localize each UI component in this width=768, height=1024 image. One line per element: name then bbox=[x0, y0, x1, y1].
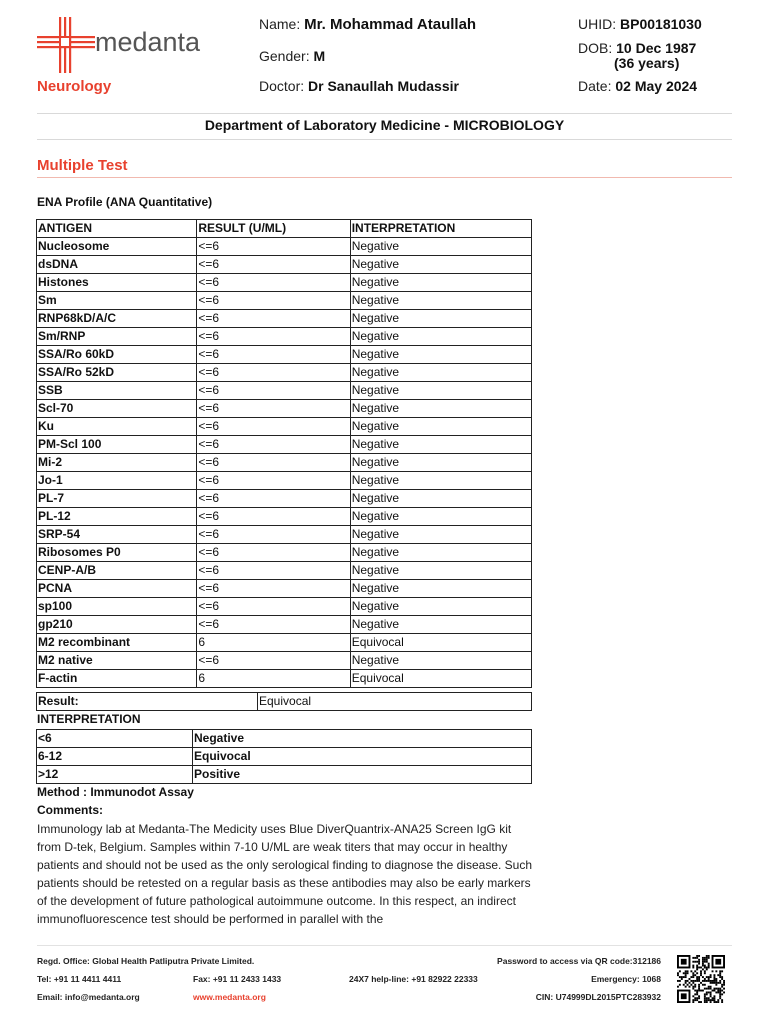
result-cell: <=6 bbox=[197, 292, 350, 310]
patient-uhid: UHID: BP00181030 bbox=[578, 16, 702, 32]
results-table bbox=[36, 219, 532, 688]
antigen-cell: PL-12 bbox=[37, 508, 197, 526]
antigen-cell: Mi-2 bbox=[37, 454, 197, 472]
report-title: Department of Laboratory Medicine - MICROBIOLOGY bbox=[204, 117, 565, 133]
interpretation-cell: Negative bbox=[350, 616, 531, 634]
medanta-logo bbox=[37, 17, 222, 73]
patient-doctor: Doctor: Dr Sanaullah Mudassir bbox=[259, 78, 459, 94]
table-row bbox=[37, 634, 532, 652]
interpretation-cell: Negative bbox=[350, 274, 531, 292]
department-name: Neurology bbox=[37, 78, 112, 95]
interpretation-cell: Negative bbox=[350, 508, 531, 526]
overall-result-value: Equivocal bbox=[258, 693, 532, 711]
result-cell: <=6 bbox=[197, 508, 350, 526]
table-row bbox=[37, 670, 532, 688]
result-cell: <=6 bbox=[197, 598, 350, 616]
antigen-cell: Scl-70 bbox=[37, 400, 197, 418]
result-cell: <=6 bbox=[197, 328, 350, 346]
column-header: RESULT (U/ML) bbox=[197, 220, 350, 238]
footer-divider bbox=[37, 945, 732, 946]
table-header-row bbox=[37, 220, 532, 238]
table-row bbox=[37, 562, 532, 580]
table-row bbox=[37, 328, 532, 346]
result-cell: 6 bbox=[197, 670, 350, 688]
table-row bbox=[37, 346, 532, 364]
header-divider bbox=[37, 113, 732, 114]
range-cell: 6-12 bbox=[37, 748, 193, 766]
footer-office: Regd. Office: Global Health Patliputra Private Limited. bbox=[37, 956, 255, 966]
result-cell: <=6 bbox=[197, 256, 350, 274]
result-cell: <=6 bbox=[197, 364, 350, 382]
interpretation-cell: Negative bbox=[350, 526, 531, 544]
table-row bbox=[37, 616, 532, 634]
footer-cin: CIN: U74999DL2015PTC283932 bbox=[535, 992, 661, 1002]
table-row bbox=[37, 364, 532, 382]
interpretation-cell: Negative bbox=[350, 454, 531, 472]
table-row bbox=[37, 508, 532, 526]
interpretation-cell: Negative bbox=[350, 292, 531, 310]
antigen-cell: gp210 bbox=[37, 616, 197, 634]
result-cell: <=6 bbox=[197, 652, 350, 670]
footer-password: Password to access via QR code:312186 bbox=[497, 956, 661, 966]
overall-result-table bbox=[36, 692, 532, 711]
antigen-cell: Sm/RNP bbox=[37, 328, 197, 346]
range-cell: <6 bbox=[37, 730, 193, 748]
result-cell: <=6 bbox=[197, 418, 350, 436]
title-divider bbox=[37, 139, 732, 140]
table-row bbox=[37, 652, 532, 670]
antigen-cell: CENP-A/B bbox=[37, 562, 197, 580]
interpretation-cell: Equivocal bbox=[350, 634, 531, 652]
patient-dob: DOB: 10 Dec 1987 bbox=[578, 40, 697, 56]
antigen-cell: RNP68kD/A/C bbox=[37, 310, 197, 328]
patient-gender: Gender: M bbox=[259, 48, 326, 64]
interpretation-cell: Negative bbox=[350, 580, 531, 598]
interpretation-row bbox=[37, 766, 532, 784]
interpretation-table bbox=[36, 729, 532, 784]
interpretation-cell: Negative bbox=[350, 310, 531, 328]
method-text: Method : Immunodot Assay bbox=[37, 785, 194, 799]
antigen-cell: sp100 bbox=[37, 598, 197, 616]
table-row bbox=[37, 382, 532, 400]
antigen-cell: PM-Scl 100 bbox=[37, 436, 197, 454]
column-header: INTERPRETATION bbox=[350, 220, 531, 238]
interpretation-cell: Negative bbox=[350, 652, 531, 670]
qr-code-icon[interactable] bbox=[677, 955, 725, 1003]
table-row bbox=[37, 256, 532, 274]
result-cell: <=6 bbox=[197, 616, 350, 634]
patient-age: (36 years) bbox=[614, 55, 680, 71]
meaning-cell: Negative bbox=[193, 730, 532, 748]
antigen-cell: SSA/Ro 60kD bbox=[37, 346, 197, 364]
result-cell: <=6 bbox=[197, 562, 350, 580]
antigen-cell: Ribosomes P0 bbox=[37, 544, 197, 562]
interpretation-cell: Negative bbox=[350, 328, 531, 346]
result-cell: <=6 bbox=[197, 310, 350, 328]
table-row bbox=[37, 544, 532, 562]
footer-email[interactable]: Email: info@medanta.org bbox=[37, 992, 140, 1002]
table-row bbox=[37, 400, 532, 418]
result-cell: <=6 bbox=[197, 490, 350, 508]
table-row bbox=[37, 526, 532, 544]
footer-helpline: 24X7 help-line: +91 82922 22333 bbox=[349, 974, 478, 984]
table-row bbox=[37, 418, 532, 436]
test-name: ENA Profile (ANA Quantitative) bbox=[37, 195, 213, 209]
table-row bbox=[37, 454, 532, 472]
antigen-cell: Ku bbox=[37, 418, 197, 436]
result-cell: <=6 bbox=[197, 382, 350, 400]
overall-result-label: Result: bbox=[37, 693, 258, 711]
antigen-cell: Sm bbox=[37, 292, 197, 310]
table-row bbox=[37, 580, 532, 598]
antigen-cell: dsDNA bbox=[37, 256, 197, 274]
interpretation-heading: INTERPRETATION bbox=[37, 712, 141, 726]
interpretation-row bbox=[37, 730, 532, 748]
patient-name: Name: Mr. Mohammad Ataullah bbox=[259, 16, 477, 33]
antigen-cell: SSB bbox=[37, 382, 197, 400]
antigen-cell: SSA/Ro 52kD bbox=[37, 364, 197, 382]
table-row bbox=[37, 436, 532, 454]
interpretation-cell: Negative bbox=[350, 256, 531, 274]
footer-emergency: Emergency: 1068 bbox=[591, 974, 661, 984]
interpretation-row bbox=[37, 748, 532, 766]
antigen-cell: PL-7 bbox=[37, 490, 197, 508]
result-cell: <=6 bbox=[197, 346, 350, 364]
table-row bbox=[37, 274, 532, 292]
report-date: Date: 02 May 2024 bbox=[578, 78, 698, 94]
antigen-cell: Histones bbox=[37, 274, 197, 292]
column-header: ANTIGEN bbox=[37, 220, 197, 238]
interpretation-cell: Negative bbox=[350, 382, 531, 400]
result-cell: <=6 bbox=[197, 454, 350, 472]
result-cell: <=6 bbox=[197, 274, 350, 292]
comments-label: Comments: bbox=[37, 803, 104, 817]
result-cell: <=6 bbox=[197, 472, 350, 490]
footer-tel: Tel: +91 11 4411 4411 bbox=[37, 974, 122, 984]
meaning-cell: Equivocal bbox=[193, 748, 532, 766]
interpretation-cell: Negative bbox=[350, 238, 531, 256]
result-cell: <=6 bbox=[197, 580, 350, 598]
interpretation-cell: Equivocal bbox=[350, 670, 531, 688]
table-row bbox=[37, 292, 532, 310]
interpretation-cell: Negative bbox=[350, 562, 531, 580]
interpretation-cell: Negative bbox=[350, 544, 531, 562]
comments-text: Immunology lab at Medanta-The Medicity uses Blue DiverQuantrix-ANA25 Screen IgG kit from D-tek, Belgium. Samples within 7-10 U/ML are weak titers that may occur in healthy patients and should not be used as the only serological finding to diagnose the disease. Such patients should be retested on a regular basis as these antibodies may also be early markers of the development of future pathological autoimmune outcome. In this respect, an indirect immunofluorescence test should be performed in parallel with the bbox=[37, 822, 533, 926]
result-cell: <=6 bbox=[197, 400, 350, 418]
interpretation-cell: Negative bbox=[350, 472, 531, 490]
result-cell: <=6 bbox=[197, 544, 350, 562]
interpretation-cell: Negative bbox=[350, 418, 531, 436]
antigen-cell: PCNA bbox=[37, 580, 197, 598]
table-row bbox=[37, 490, 532, 508]
interpretation-cell: Negative bbox=[350, 400, 531, 418]
range-cell: >12 bbox=[37, 766, 193, 784]
interpretation-cell: Negative bbox=[350, 436, 531, 454]
overall-result-row bbox=[37, 693, 532, 711]
result-cell: 6 bbox=[197, 634, 350, 652]
table-row bbox=[37, 598, 532, 616]
interpretation-cell: Negative bbox=[350, 598, 531, 616]
brand-wordmark: medanta bbox=[95, 27, 201, 57]
section-divider bbox=[37, 177, 732, 178]
antigen-cell: M2 recombinant bbox=[37, 634, 197, 652]
interpretation-cell: Negative bbox=[350, 490, 531, 508]
result-cell: <=6 bbox=[197, 436, 350, 454]
antigen-cell: Nucleosome bbox=[37, 238, 197, 256]
table-row bbox=[37, 238, 532, 256]
result-cell: <=6 bbox=[197, 238, 350, 256]
antigen-cell: F-actin bbox=[37, 670, 197, 688]
interpretation-cell: Negative bbox=[350, 364, 531, 382]
table-row bbox=[37, 310, 532, 328]
antigen-cell: SRP-54 bbox=[37, 526, 197, 544]
result-cell: <=6 bbox=[197, 526, 350, 544]
footer-website-link[interactable]: www.medanta.org bbox=[193, 992, 266, 1002]
table-row bbox=[37, 472, 532, 490]
antigen-cell: M2 native bbox=[37, 652, 197, 670]
meaning-cell: Positive bbox=[193, 766, 532, 784]
section-title: Multiple Test bbox=[37, 157, 128, 174]
interpretation-cell: Negative bbox=[350, 346, 531, 364]
antigen-cell: Jo-1 bbox=[37, 472, 197, 490]
footer-fax: Fax: +91 11 2433 1433 bbox=[193, 974, 282, 984]
